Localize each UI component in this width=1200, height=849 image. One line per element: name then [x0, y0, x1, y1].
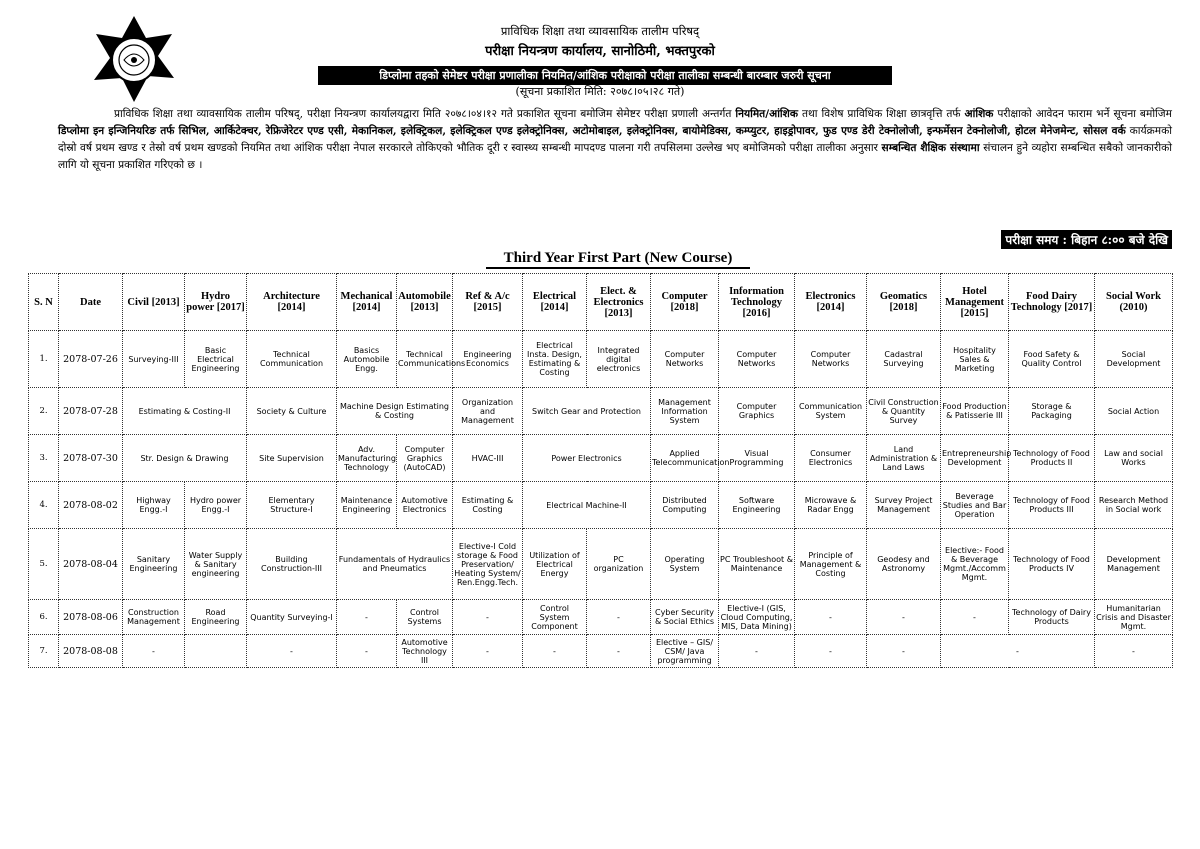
table-cell: Integrated digital electronics — [587, 331, 651, 388]
cell-date: 2078-07-26 — [59, 331, 123, 388]
table-row — [29, 635, 1173, 668]
table-cell: Geodesy and Astronomy — [867, 529, 941, 600]
cell-date: 2078-08-06 — [59, 600, 123, 635]
table-cell: Estimating & Costing — [453, 482, 523, 529]
cell-date: 2078-07-28 — [59, 388, 123, 435]
table-cell: - — [453, 635, 523, 668]
table-cell: Computer Graphics (AutoCAD) — [397, 435, 453, 482]
table-cell: Entrepreneurship Development — [941, 435, 1009, 482]
table-cell: Water Supply & Sanitary engineering — [185, 529, 247, 600]
table-cell: Distributed Computing — [651, 482, 719, 529]
council-name: प्राविधिक शिक्षा तथा व्यावसायिक तालीम परिषद् — [500, 24, 700, 38]
table-cell: Hydro power Engg.-I — [185, 482, 247, 529]
table-cell: Applied Telecommunication — [651, 435, 719, 482]
table-cell: - — [587, 600, 651, 635]
table-cell: Development Management — [1095, 529, 1173, 600]
cell-sn: 3. — [29, 435, 59, 482]
table-cell: Land Administration & Land Laws — [867, 435, 941, 482]
table-cell: - — [453, 600, 523, 635]
table-cell: Elective:- Food & Beverage Mgmt./Accomm Mgmt. — [941, 529, 1009, 600]
table-cell: Elective-I Cold storage & Food Preservation/ Heating System/ Ren.Engg.Tech. — [453, 529, 523, 600]
table-cell: Control System Component — [523, 600, 587, 635]
table-cell: Visual Programming — [719, 435, 795, 482]
col-hydro: Hydro power [2017] — [185, 274, 247, 331]
table-cell: Sanitary Engineering — [123, 529, 185, 600]
col-civil: Civil [2013] — [123, 274, 185, 331]
table-cell: Social Development — [1095, 331, 1173, 388]
table-cell: Technical Communications — [397, 331, 453, 388]
col-information-technology: Information Technology [2016] — [719, 274, 795, 331]
table-cell: Electrical Insta. Design, Estimating & Costing — [523, 331, 587, 388]
col-computer: Computer [2018] — [651, 274, 719, 331]
table-cell: Elementary Structure-I — [247, 482, 337, 529]
table-row — [29, 529, 1173, 600]
table-cell: Cadastral Surveying — [867, 331, 941, 388]
table-cell: Principle of Management & Costing — [795, 529, 867, 600]
table-cell: Management Information System — [651, 388, 719, 435]
table-cell: - — [337, 600, 397, 635]
table-cell: Software Engineering — [719, 482, 795, 529]
exam-time-badge: परीक्षा समय : बिहान ८:०० बजे देखि — [1001, 230, 1172, 249]
table-row — [29, 435, 1173, 482]
notice-title: डिप्लोमा तहको सेमेष्टर परीक्षा प्रणालीका नियमित/आंशिक परीक्षाको परीक्षा तालीका सम्बन्धी बारम्बार जरुरी सूचना — [318, 66, 892, 85]
col-automobile: Automobile [2013] — [397, 274, 453, 331]
table-cell: Research Method in Social work — [1095, 482, 1173, 529]
table-cell: Computer Networks — [795, 331, 867, 388]
table-cell: Law and social Works — [1095, 435, 1173, 482]
table-cell: HVAC-III — [453, 435, 523, 482]
col-social-work: Social Work (2010) — [1095, 274, 1173, 331]
table-cell: Electrical Machine-II — [523, 482, 651, 529]
cell-date: 2078-08-04 — [59, 529, 123, 600]
col-mechanical: Mechanical [2014] — [337, 274, 397, 331]
ctevt-logo — [88, 14, 180, 106]
table-cell: Microwave & Radar Engg — [795, 482, 867, 529]
exam-schedule-table — [28, 273, 1173, 668]
table-cell: Humanitarian Crisis and Disaster Mgmt. — [1095, 600, 1173, 635]
table-cell: Building Construction-III — [247, 529, 337, 600]
table-cell: Storage & Packaging — [1009, 388, 1095, 435]
table-cell: Estimating & Costing-II — [123, 388, 247, 435]
notice-paragraph: प्राविधिक शिक्षा तथा व्यावसायिक तालीम परिषद्, परीक्षा नियन्त्रण कार्यालयद्वारा मिति २०७८।०४।१२ गते प्रकाशित सूचना बमोजिम सेमेष्टर परीक्षा प्रणाली अन्तर्गत नियमित/आंशिक तथा विशेष प्राविधिक शिक्षा छात्रवृत्ति तर्फ आंशिक परीक्षाको आवेदन फाराम भर्ने सूचना बमोजिम डिप्लोमा इन इन्जिनियरिङ तर्फ सिभिल, आर्किटेक्चर, रेफ्रिजेरेटर एण्ड एसी, मेकानिकल, इलेक्ट्रिकल, इलेक्ट्रिकल एण्ड इलेक्ट्रोनिक्स, अटोमोबाइल, इलेक्ट्रोनिक्स, बायोमेडिक्स, कम्प्युटर, हाइड्रोपावर, फुड एण्ड डेरी टेक्नोलोजी, इन्फर्मेसन टेक्नोलोजी, होटल मेनेजमेन्ट, सोसल वर्क कार्यक्रमको दोस्रो वर्ष प्रथम खण्ड र तेस्रो वर्ष प्रथम खण्डको नियमित तथा आंशिक परीक्षा नेपाल सरकारले तोकिएको भौतिक दूरी र स्वास्थ्य सम्बन्धी मापदण्ड पालना गरी तपसिलमा उल्लेख भए बमोजिमको परीक्षा तालीका अनुसार सम्बन्धित शैक्षिक संस्थामा संचालन हुने व्यहोरा सम्बन्धित सबैको जानकारीको लागि यो सूचना प्रकाशित गरिएको छ । — [58, 108, 1173, 171]
table-cell: - — [337, 635, 397, 668]
publish-date: (सूचना प्रकाशित मिति: २०७८।०५।२८ गते) — [515, 85, 685, 98]
table-cell: - — [795, 600, 867, 635]
table-cell: - — [1095, 635, 1173, 668]
table-cell: Organization and Management — [453, 388, 523, 435]
table-cell: Computer Networks — [719, 331, 795, 388]
table-cell: Machine Design Estimating & Costing — [337, 388, 453, 435]
cell-sn: 4. — [29, 482, 59, 529]
table-cell: - — [867, 635, 941, 668]
table-cell: Str. Design & Drawing — [123, 435, 247, 482]
table-cell: Power Electronics — [523, 435, 651, 482]
cell-sn: 6. — [29, 600, 59, 635]
table-cell: Switch Gear and Protection — [523, 388, 651, 435]
table-cell: Automotive Technology III — [397, 635, 453, 668]
table-cell: Social Action — [1095, 388, 1173, 435]
table-cell: - — [867, 600, 941, 635]
table-cell: Elective – GIS/ CSM/ Java programming — [651, 635, 719, 668]
table-cell: Computer Graphics — [719, 388, 795, 435]
table-cell: Technology of Food Products IV — [1009, 529, 1095, 600]
table-cell: Technology of Dairy Products — [1009, 600, 1095, 635]
table-cell: Site Supervision — [247, 435, 337, 482]
table-cell: - — [795, 635, 867, 668]
table-cell: Automotive Electronics — [397, 482, 453, 529]
table-cell: Highway Engg.-I — [123, 482, 185, 529]
col-architecture: Architecture [2014] — [247, 274, 337, 331]
table-cell: Engineering Economics — [453, 331, 523, 388]
table-cell: Operating System — [651, 529, 719, 600]
table-cell: Society & Culture — [247, 388, 337, 435]
table-cell: Beverage Studies and Bar Operation — [941, 482, 1009, 529]
table-cell: Survey Project Management — [867, 482, 941, 529]
col-date: Date — [59, 274, 123, 331]
table-cell: Fundamentals of Hydraulics and Pneumatics — [337, 529, 453, 600]
table-cell: Technology of Food Products III — [1009, 482, 1095, 529]
table-cell: Maintenance Engineering — [337, 482, 397, 529]
col-ref-ac: Ref & A/c [2015] — [453, 274, 523, 331]
table-row — [29, 331, 1173, 388]
cell-date: 2078-07-30 — [59, 435, 123, 482]
table-cell: Communication System — [795, 388, 867, 435]
table-cell: Control Systems — [397, 600, 453, 635]
table-cell: - — [587, 635, 651, 668]
office-name: परीक्षा नियन्त्रण कार्यालय, सानोठिमी, भक्तपुरको — [485, 44, 715, 59]
cell-sn: 2. — [29, 388, 59, 435]
col-hotel-management: Hotel Management [2015] — [941, 274, 1009, 331]
table-cell: Hospitality Sales & Marketing — [941, 331, 1009, 388]
table-cell: - — [941, 600, 1009, 635]
table-cell: Technology of Food Products II — [1009, 435, 1095, 482]
table-cell: Road Engineering — [185, 600, 247, 635]
table-cell: Adv. Manufacturing Technology — [337, 435, 397, 482]
table-cell: Surveying-III — [123, 331, 185, 388]
table-cell: Basics Automobile Engg. — [337, 331, 397, 388]
table-cell: - — [719, 635, 795, 668]
table-cell: Construction Management — [123, 600, 185, 635]
table-cell: Consumer Electronics — [795, 435, 867, 482]
table-cell: Technical Communication — [247, 331, 337, 388]
table-header-row — [29, 274, 1173, 331]
table-cell: Cyber Security & Social Ethics — [651, 600, 719, 635]
table-cell: Food Production & Patisserie III — [941, 388, 1009, 435]
table-cell: Basic Electrical Engineering — [185, 331, 247, 388]
col-elect-electronics: Elect. & Electronics [2013] — [587, 274, 651, 331]
table-cell: - — [941, 635, 1095, 668]
table-cell: Quantity Surveying-I — [247, 600, 337, 635]
table-cell: Food Safety & Quality Control — [1009, 331, 1095, 388]
table-cell: PC organization — [587, 529, 651, 600]
cell-date: 2078-08-08 — [59, 635, 123, 668]
table-row — [29, 482, 1173, 529]
table-cell: Utilization of Electrical Energy — [523, 529, 587, 600]
cell-sn: 5. — [29, 529, 59, 600]
table-cell: Computer Networks — [651, 331, 719, 388]
col-sn: S. N — [29, 274, 59, 331]
cell-date: 2078-08-02 — [59, 482, 123, 529]
table-cell: - — [523, 635, 587, 668]
table-cell: - — [123, 635, 185, 668]
col-electrical: Electrical [2014] — [523, 274, 587, 331]
table-cell: - — [247, 635, 337, 668]
table-row — [29, 600, 1173, 635]
cell-sn: 1. — [29, 331, 59, 388]
cell-sn: 7. — [29, 635, 59, 668]
col-geomatics: Geomatics [2018] — [867, 274, 941, 331]
table-cell — [185, 635, 247, 668]
table-cell: Civil Construction & Quantity Survey — [867, 388, 941, 435]
table-title: Third Year First Part (New Course) — [486, 250, 750, 269]
table-cell: Elective-I (GIS, Cloud Computing, MIS, Data Mining) — [719, 600, 795, 635]
col-food-dairy: Food Dairy Technology [2017] — [1009, 274, 1095, 331]
table-cell: PC Troubleshoot & Maintenance — [719, 529, 795, 600]
col-electronics: Electronics [2014] — [795, 274, 867, 331]
table-row — [29, 388, 1173, 435]
